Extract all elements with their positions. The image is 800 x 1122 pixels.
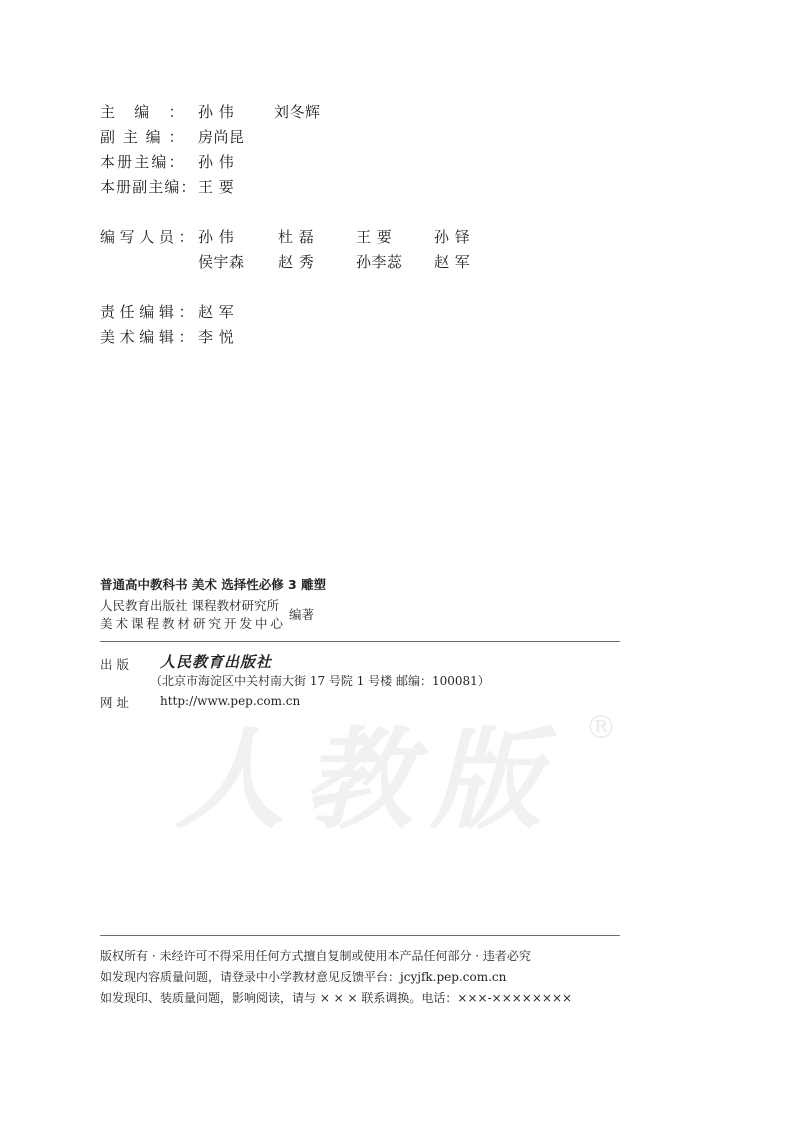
volume-editor-label: 本册主编： (100, 153, 184, 171)
responsible-editor-name: 赵 军 (198, 303, 235, 321)
chief-editor-name-2: 刘冬辉 (274, 103, 321, 121)
divider-bottom (100, 935, 620, 936)
website-label: 网 址 (100, 695, 129, 710)
divider-top (100, 641, 620, 642)
writer-name: 赵 秀 (278, 253, 315, 271)
chief-editor-name: 孙 伟 (198, 103, 235, 121)
feedback-notice: 如发现内容质量问题，请登录中小学教材意见反馈平台：jcyjfk.pep.com.cn (100, 970, 507, 984)
writer-name: 孙李蕊 (356, 253, 403, 271)
copyright-notice: 版权所有 · 未经许可不得采用任何方式擅自复制或使用本产品任何部分 · 违者必究 (100, 949, 531, 963)
writer-name: 赵 军 (434, 253, 471, 271)
watermark-logo: 人教版 (175, 715, 559, 844)
deputy-chief-editor-label: 副主编： (100, 128, 184, 146)
volume-editor-name: 孙 伟 (198, 153, 235, 171)
publisher-address: （北京市海淀区中关村南大街 17 号院 1 号楼 邮编：100081） (150, 674, 490, 688)
publisher-logo: 人民教育出版社 (160, 653, 273, 671)
book-title: 普通高中教科书 美术 选择性必修 3 雕塑 (100, 577, 327, 592)
watermark-registered-mark: ® (585, 708, 617, 746)
publish-label: 出 版 (100, 657, 129, 672)
book-authored: 编著 (289, 607, 315, 622)
book-authors-line2: 美术课程教材研究开发中心 (100, 616, 287, 631)
book-authors-line1: 人民教育出版社 课程教材研究所 (100, 598, 279, 613)
art-editor-name: 李 悦 (198, 328, 235, 346)
writers-label: 编写人员： (100, 228, 194, 246)
volume-deputy-editor-name: 王 要 (198, 178, 235, 196)
writer-name: 王 要 (356, 228, 393, 246)
website-url: http://www.pep.com.cn (160, 694, 301, 708)
writer-name: 侯宇森 (198, 253, 245, 271)
writer-name: 孙 铎 (434, 228, 471, 246)
volume-deputy-editor-label: 本册副主编： (100, 178, 196, 196)
responsible-editor-label: 责任编辑： (100, 303, 194, 321)
art-editor-label: 美术编辑： (100, 328, 194, 346)
chief-editor-label: 主编： (100, 103, 184, 121)
quality-notice: 如发现印、装质量问题，影响阅读，请与 × × × 联系调换。电话：×××-×××××××× (100, 991, 573, 1005)
deputy-chief-editor-name: 房尚昆 (198, 128, 245, 146)
writer-name: 孙 伟 (198, 228, 235, 246)
writer-name: 杜 磊 (278, 228, 315, 246)
